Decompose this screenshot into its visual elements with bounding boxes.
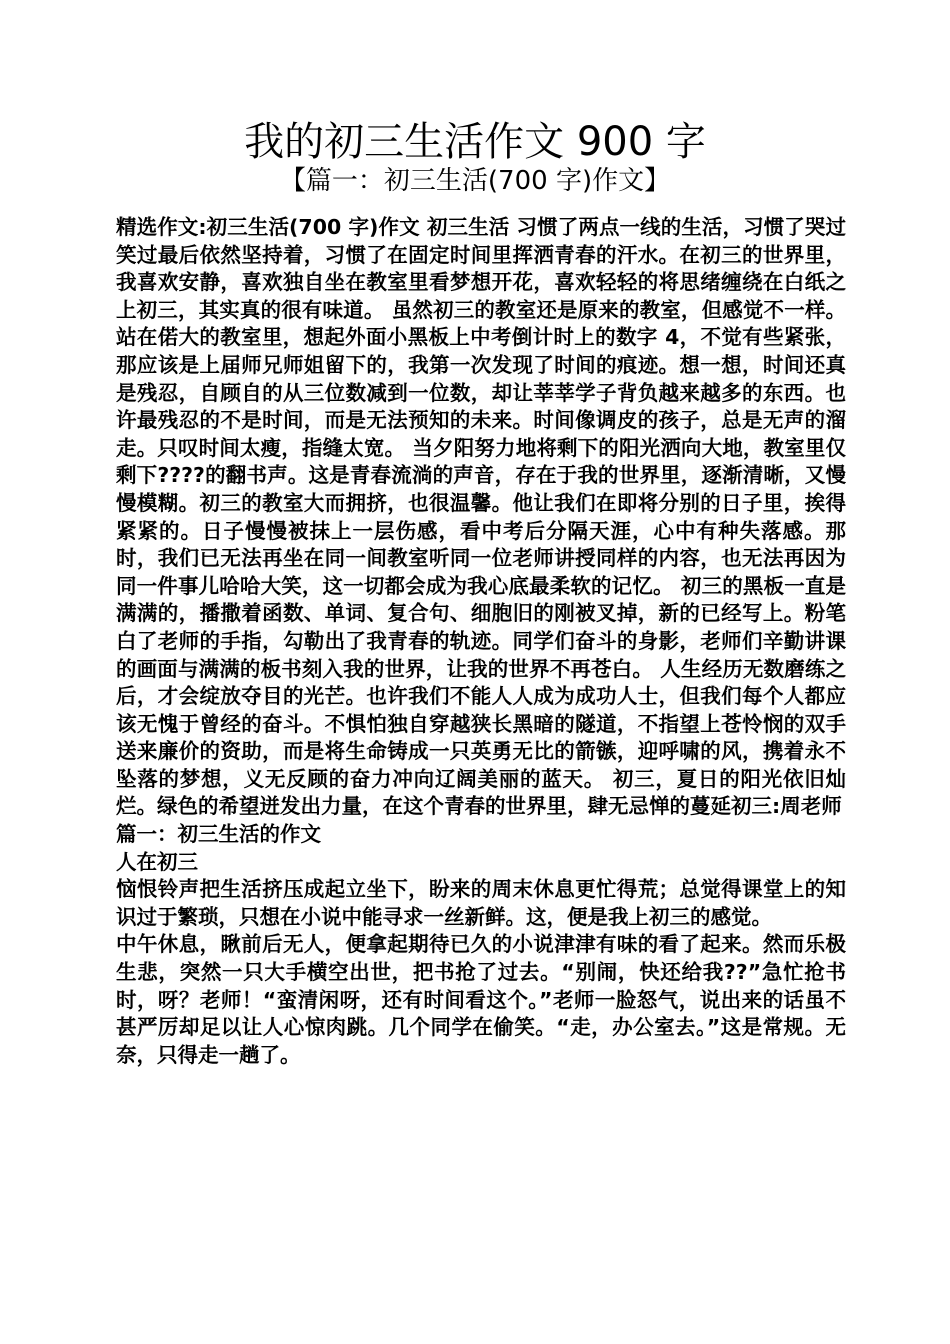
paragraph-main-essay: 精选作文:初三生活(700 字)作文 初三生活 习惯了两点一线的生活，习惯了哭过笑过最后依然坚持着，习惯了在固定时间里挥洒青春的汗水。在初三的世界里，我喜欢安静，喜欢独自坐在教室里看梦想开花，喜欢轻轻的将思绪缠绕在白纸之上初三，其实真的很有味道。 虽然初三的教室还是原来的教室，但感觉不一样。站在偌大的教室里，想起外面小黑板上中考倒计时上的数字 4，不觉有些紧张，那应该是上届师兄师姐留下的，我第一次发现了时间的痕迹。想一想，时间还真是残忍，自顾自的从三位数减到一位数，却让莘莘学子背负越来越多的东西。也许最残忍的不是时间，而是无法预知的未来。时间像调皮的孩子，总是无声的溜走。只叹时间太瘦，指缝太宽。 当夕阳努力地将剩下的阳光洒向大地，教室里仅剩下????的翻书声。这是青春流淌的声音，存在于我的世界里，逐渐清晰，又慢慢模糊。初三的教室大而拥挤，也很温馨。他让我们在即将分别的日子里，挨得紧紧的。日子慢慢被抹上一层伤感，看中考后分隔天涯，心中有种失落感。那时，我们已无法再坐在同一间教室听同一位老师讲授同样的内容，也无法再因为同一件事儿哈哈大笑，这一切都会成为我心底最柔软的记忆。 初三的黑板一直是满满的，播撒着函数、单词、复合句、细胞旧的刚被叉掉，新的已经写上。粉笔白了老师的手指，勾勒出了我青春的轨迹。同学们奋斗的身影，老师们辛勤讲课的画面与满满的板书刻入我的世界，让我的世界不再苍白。 人生经历无数磨练之后，才会绽放夺目的光芒。也许我们不能人人成为成功人士，但我们每个人都应该无愧于曾经的奋斗。不惧怕独自穿越狭长黑暗的隧道，不指望上苍怜悯的双手送来廉价的资助，而是将生命铸成一只英勇无比的箭镞，迎呼啸的风，携着永不坠落的梦想，义无反顾的奋力冲向辽阔美丽的蓝天。 初三，夏日的阳光依旧灿烂。绿色的希望迸发出力量，在这个青春的世界里，肆无忌惮的蔓延初三:周老师 [116,215,846,819]
paragraph-essay-title: 人在初三 [116,849,198,874]
paragraph-intro: 恼恨铃声把生活挤压成起立坐下，盼来的周末休息更忙得荒；总觉得课堂上的知识过于繁琐，只想在小说中能寻求一丝新鲜。这，便是我上初三的感觉。 [116,877,846,929]
paragraph-story: 中午休息，瞅前后无人，便拿起期待已久的小说津津有味的看了起来。然而乐极生悲，突然一只大手横空出世，把书抢了过去。“别闹，快还给我??”急忙抢书时，呀？老师！“蛮清闲呀，还有时间看这个。”老师一脸怒气，说出来的话虽不甚严厉却足以让人心惊肉跳。几个同学在偷笑。“走，办公室去。”这是常规。无奈，只得走一趟了。 [116,932,846,1067]
paragraph-section-heading: 篇一：初三生活的作文 [116,822,321,847]
document-body [116,214,846,1069]
document-title: 我的初三生活作文 900 字 [244,119,706,165]
document-subtitle: 【篇一：初三生活(700 字)作文】 [279,166,671,196]
